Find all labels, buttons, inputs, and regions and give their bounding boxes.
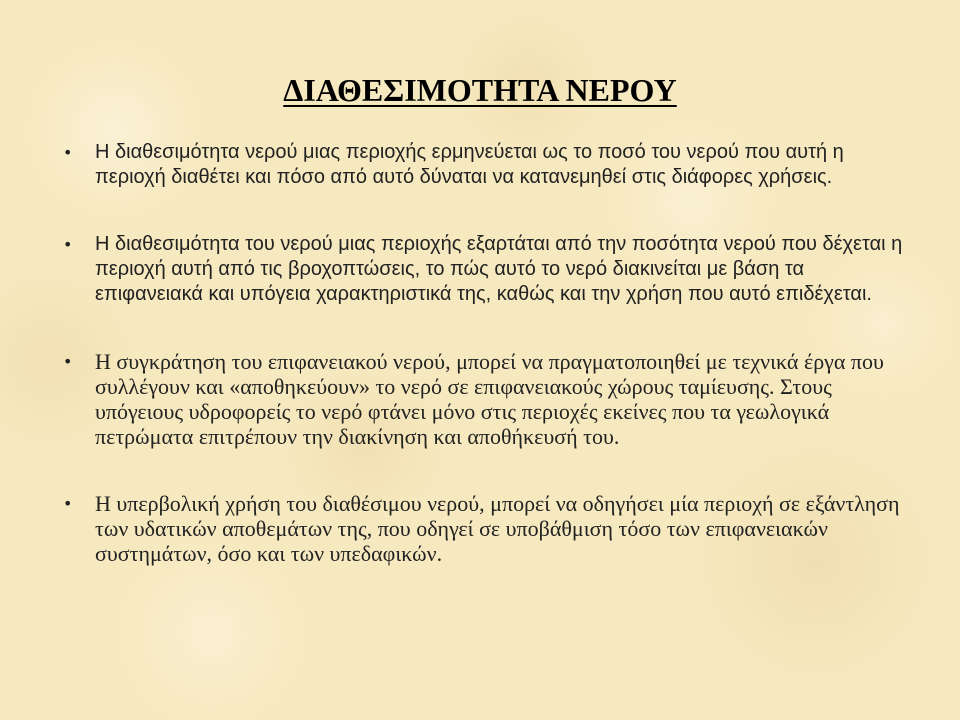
slide-title-text: ΔΙΑΘΕΣΙΜΟΤΗΤΑ ΝΕΡΟΥ: [283, 72, 677, 108]
bullet-text-1: Η διαθεσιμότητα νερού μιας περιοχής ερμηνεύεται ως το ποσό του νερού που αυτή η περιοχή διαθέτει και πόσο από αυτό δύναται να κατανεμηθεί στις διάφορες χρήσεις.: [95, 141, 844, 188]
bullet-text-4: Η υπερβολική χρήση του διαθέσιμου νερού, μπορεί να οδηγήσει μία περιοχή σε εξάντληση των υδατικών αποθεμάτων της, που οδηγεί σε υποβάθμιση τόσο των επιφανειακών συστημάτων, όσο και των υπεδαφικών.: [95, 491, 900, 566]
bullet-text-3: Η συγκράτηση του επιφανειακού νερού, μπορεί να πραγματοποιηθεί με τεχνικά έργα που συλλέγουν και «αποθηκεύουν» το νερό σε επιφανειακούς χώρους ταμίευσης. Στους υπόγειους υδροφορείς το νερό φτάνει μόνο στις περιοχές εκείνες που τα γεωλογικά πετρώματα επιτρέπουν την διακίνηση και αποθήκευσή του.: [95, 349, 884, 449]
slide-title: [0, 70, 960, 110]
bullet-list: [63, 140, 910, 566]
bullet-dot-icon: •: [63, 235, 73, 254]
bullet-dot-icon: •: [63, 143, 73, 162]
bullet-dot-icon: •: [63, 352, 73, 371]
bullet-dot-icon: •: [63, 494, 73, 513]
bullet-text-2: Η διαθεσιμότητα του νερού μιας περιοχής εξαρτάται από την ποσότητα νερού που δέχεται η περιοχή αυτή από τις βροχοπτώσεις, το πώς αυτό το νερό διακινείται με βάση τα επιφανειακά και υπόγεια χαρακτηριστικά της, καθώς και την χρήση που αυτό επιδέχεται.: [95, 233, 903, 305]
bullet-item-4: [63, 491, 910, 566]
bullet-item-3: [63, 349, 910, 449]
bullet-item-1: [63, 140, 910, 190]
bullet-item-2: [63, 232, 910, 307]
